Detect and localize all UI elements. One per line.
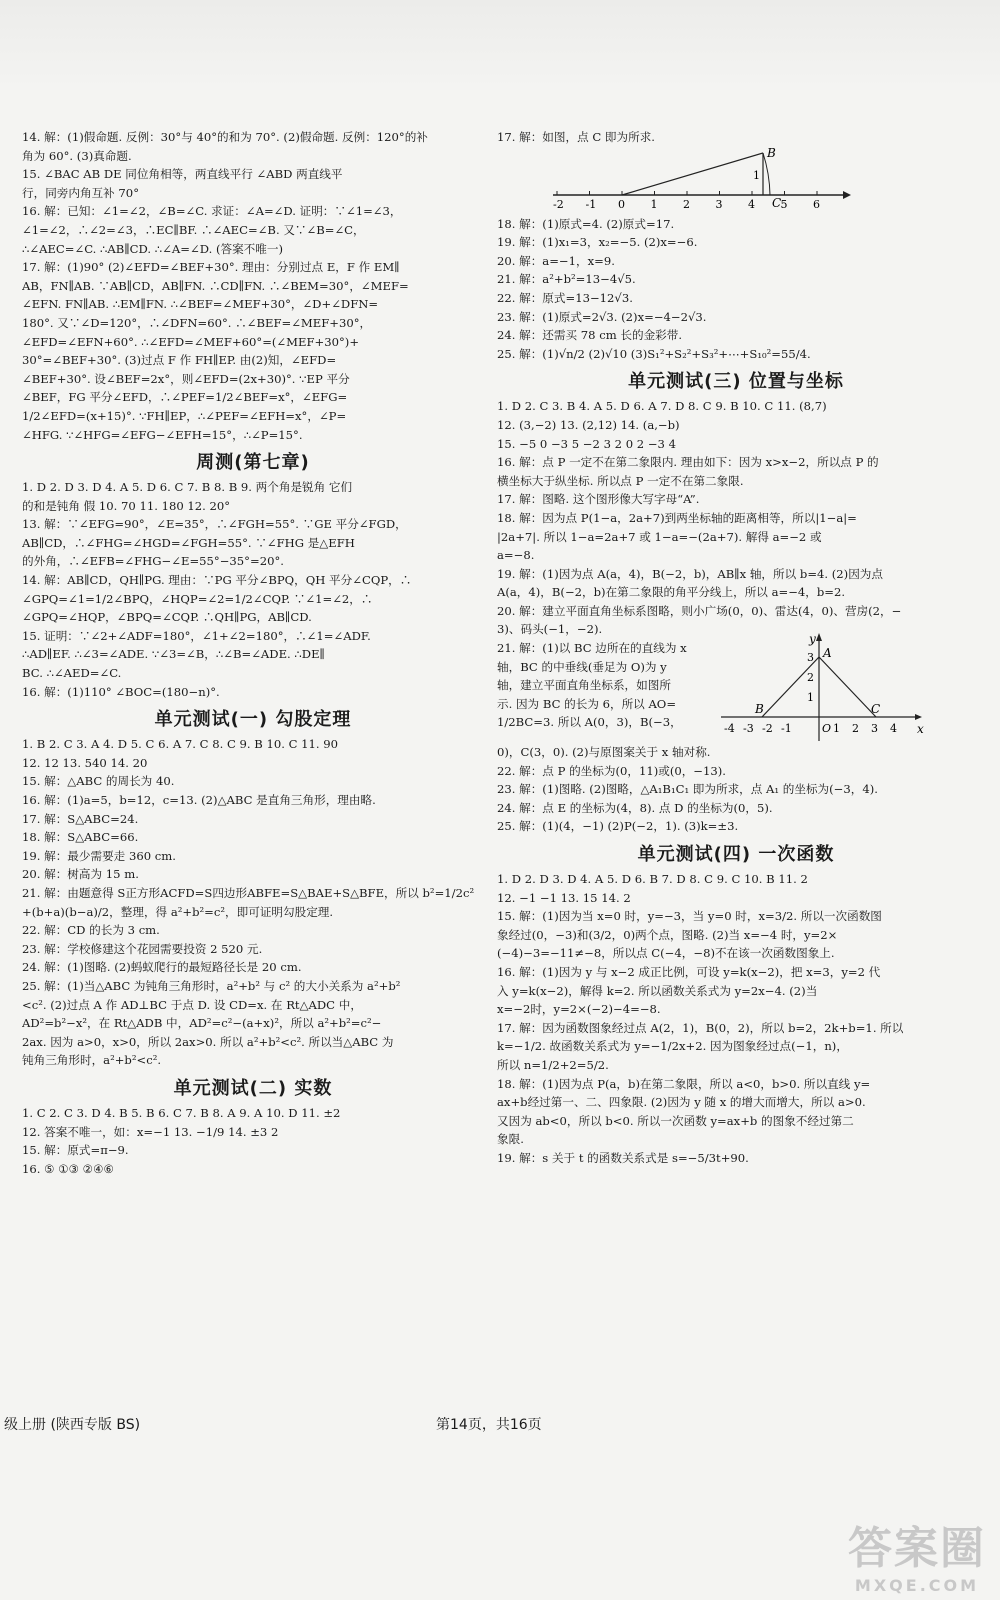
tick-label: 3 xyxy=(715,197,723,211)
answers-unit2-18-25 xyxy=(497,215,975,364)
y-axis-label: y xyxy=(809,633,816,647)
x-tick-label: -1 xyxy=(781,722,792,736)
answer-line: 23. 解：(1)图略. (2)图略，△A₁B₁C₁ 即为所求，点 A₁ 的坐标为(−3，4). xyxy=(497,782,878,797)
answer-line: AB，FN∥AB. ∵AB∥CD，AB∥FN. ∴CD∥FN. ∴∠BEM=30°，∠MEF= xyxy=(22,278,409,293)
answer-line: AD²=b²−x²，在 Rt△ADB 中，AD²=c²−(a+x)²，所以 a²+b²=c²− xyxy=(22,1016,382,1031)
answers-unit1 xyxy=(22,735,484,1070)
answer-line: 17. 解：(1)90° (2)∠EFD=∠BEF+30°. 理由：分别过点 E，F 作 EM∥ xyxy=(22,260,400,275)
answer-line: 0)，C(3，0). (2)与原图案关于 x 轴对称. xyxy=(497,745,711,760)
footer-book-info: 级上册 (陕西专版 BS) xyxy=(4,1417,141,1433)
answer-line: 14. 解：(1)假命题. 反例：30°与 40°的和为 70°. (2)假命题. 反例：120°的补 xyxy=(22,130,428,144)
answers-unit4 xyxy=(497,870,975,1168)
answer-line: 17. 解：因为函数图象经过点 A(2，1)，B(0，2)，所以 b=2，2k+b=1. 所以 xyxy=(497,1020,904,1035)
x-tick-label: 2 xyxy=(852,722,859,736)
answer-line: 15. ∠BAC AB DE 同位角相等，两直线平行 ∠ABD 两直线平 xyxy=(22,167,343,182)
number-line-figure xyxy=(553,147,853,211)
tick-label: -1 xyxy=(585,197,597,211)
answer-line: 示. 因为 BC 的长为 6，所以 AO= xyxy=(497,696,677,711)
answer-line: 25. 解：(1)(4，−1) (2)P(−2，1). (3)k=±3. xyxy=(497,819,739,834)
answer-line: 21. 解：a²+b²=13−4√5. xyxy=(497,272,636,287)
segment-AC xyxy=(819,657,876,717)
answer-line: ∠1=∠2，∴∠2=∠3，∴EC∥BF. ∴∠AEC=∠B. 又∵∠B=∠C， xyxy=(22,222,365,237)
answer-line: 16. ⑤ ①③ ②④⑥ xyxy=(22,1161,114,1176)
answer-line: 16. 解：(1)因为 y 与 x−2 成正比例，可设 y=k(x−2)，把 x=3，y=2 代 xyxy=(497,965,881,979)
segment-AB xyxy=(762,657,819,717)
x-tick-label: -3 xyxy=(743,722,754,736)
answer-line: 18. 解：(1)原式=4. (2)原式=17. xyxy=(497,216,675,231)
answer-line: 16. 解：(1)110° ∠BOC=(180−n)°. xyxy=(22,684,220,699)
answer-line: ∠GPQ=∠HQP，∠BPQ=∠CQP. ∴QH∥PG，AB∥CD. xyxy=(22,610,312,625)
answer-line: k=−1/2. 故函数关系式为 y=−1/2x+2. 因为图象经过点(−1，n)， xyxy=(497,1039,848,1054)
section-title-unit4: 单元测试(四) 一次函数 xyxy=(637,844,835,866)
answer-line: 1/2∠EFD=(x+15)°. ∵FH∥EP，∴∠PEF=∠EFH=x°，∠P= xyxy=(22,408,347,423)
x-axis-arrow-icon xyxy=(915,714,922,720)
answer-line: 行，同旁内角互补 70° xyxy=(22,185,139,200)
answer-line: AB∥CD，∴∠FHG=∠HGD=∠FGH=55°. ∵∠FHG 是△EFH xyxy=(22,535,355,550)
answer-line: ∠BEF，FG 平分∠EFD，∴∠PEF=1/2∠BEF=x°，∠EFG= xyxy=(22,390,348,405)
answer-line: 象限. xyxy=(497,1132,524,1147)
y-tick-label: 3 xyxy=(807,651,814,665)
answers-weekly-test xyxy=(22,478,484,701)
answer-line: 13. 解：∵∠EFG=90°，∠E=35°，∴∠FGH=55°. ∵GE 平分∠FGD， xyxy=(22,517,407,532)
answer-line: 24. 解：还需买 78 cm 长的金彩带. xyxy=(497,328,683,343)
answer-unit3-21 xyxy=(497,639,717,732)
tick-label: 2 xyxy=(683,197,690,211)
answer-line: 23. 解：(1)原式=2√3. (2)x=−4−2√3. xyxy=(497,309,707,324)
section-title-unit2: 单元测试(二) 实数 xyxy=(173,1077,333,1099)
section-title-unit3: 单元测试(三) 位置与坐标 xyxy=(628,371,844,393)
answer-line: 19. 解：(1)x₁=3，x₂=−5. (2)x=−6. xyxy=(497,235,698,250)
answer-line: 20. 解：树高为 15 m. xyxy=(22,867,139,882)
watermark-url: MXQE.COM xyxy=(854,1576,980,1595)
answer-line: 21. 解：(1)以 BC 边所在的直线为 x xyxy=(497,641,687,656)
answer-line: 2ax. 因为 a>0，x>0，所以 2ax>0. 所以 a²+b²<c². 所以当△ABC 为 xyxy=(22,1034,394,1049)
answer-line: 19. 解：最少需要走 360 cm. xyxy=(22,848,176,863)
answer-line: 角为 60°. (3)真命题. xyxy=(22,148,132,163)
answer-line: BC. ∴∠AED=∠C. xyxy=(22,666,122,681)
answer-line: ∠BEF+30°. 设∠BEF=2x°，则∠EFD=(2x+30)°. ∵EP 平分 xyxy=(22,371,350,386)
answer-line: 18. 解：因为点 P(1−a，2a+7)到两坐标轴的距离相等，所以|1−a|= xyxy=(497,510,857,525)
answer-line: 20. 解：建立平面直角坐标系图略，则小广场(0，0)、雷达(4，0)、营房(2，− xyxy=(497,603,902,618)
answer-line: 1. D 2. D 3. D 4. A 5. D 6. B 7. D 8. C 9. C 10. B 11. 2 xyxy=(497,872,808,887)
answer-line: 入 y=k(x−2)，解得 k=2. 所以函数关系式为 y=2x−4. (2)当 xyxy=(497,983,818,998)
coordinate-tick-labels xyxy=(724,651,897,735)
answers-unit3 xyxy=(497,397,975,639)
answer-line: |2a+7|. 所以 1−a=2a+7 或 1−a=−(2a+7). 解得 a=−2 或 xyxy=(497,529,822,544)
answer-line: (−4)−3=−11≠−8，所以点 C(−4，−8)不在该一次函数图象上. xyxy=(497,946,835,961)
answer-line: 15. 解：△ABC 的周长为 40. xyxy=(22,774,175,789)
watermark-logo xyxy=(848,1512,986,1595)
answer-line: ax+b经过第一、二、四象限. (2)因为 y 随 x 的增大而增大，所以 a>0. xyxy=(497,1095,866,1110)
q21-with-figure xyxy=(497,633,975,743)
answer-line: 16. 解：点 P 一定不在第二象限内. 理由如下：因为 x>x−2，所以点 P 的 xyxy=(497,455,879,470)
answer-line: ∠EFN. FN∥AB. ∴EM∥FN. ∴∠BEF=∠MEF+30°，∠D+∠DFN= xyxy=(22,297,379,312)
answer-line: 12. 答案不唯一，如：x=−1 13. −1/9 14. ±3 2 xyxy=(22,1124,279,1139)
answer-line: ∴AD∥EF. ∴∠3=∠ADE. ∵∠3=∠B，∴∠B=∠ADE. ∴DE∥ xyxy=(22,647,325,662)
answer-line: 22. 解：点 P 的坐标为(0，11)或(0，−13). xyxy=(497,763,726,778)
answer-line: 15. 证明：∵∠2+∠ADF=180°，∠1+∠2=180°，∴∠1=∠ADF. xyxy=(22,628,371,643)
answer-line: 横坐标大于纵坐标. 所以点 P 一定不在第二象限. xyxy=(497,473,744,488)
answer-line: 15. −5 0 −3 5 −2 3 2 0 2 −3 4 xyxy=(497,436,676,451)
answer-line: 22. 解：CD 的长为 3 cm. xyxy=(22,923,160,938)
answer-line: 钝角三角形时，a²+b²<c². xyxy=(22,1053,162,1068)
answer-line: 轴，BC 的中垂线(垂足为 O)为 y xyxy=(497,659,667,674)
point-B-label-coord: B xyxy=(755,702,764,717)
answers-unit3-end xyxy=(497,743,975,836)
answer-line: 又因为 ab<0，所以 b<0. 所以一次函数 y=ax+b 的图象不经过第二 xyxy=(497,1113,854,1128)
point-A-label: A xyxy=(823,646,832,661)
answer-line: 象经过(0，−3)和(3/2，0)两个点，图略. (2)当 x=−4 时，y=2× xyxy=(497,927,838,942)
answer-line: ∠EFD=∠EFN+60°. ∴∠EFD=∠MEF+60°=(∠MEF+30°)+ xyxy=(22,334,360,349)
answer-line: 18. 解：(1)因为点 P(a，b)在第二象限，所以 a<0，b>0. 所以直线 y= xyxy=(497,1076,871,1091)
tick-label: 0 xyxy=(618,197,625,211)
answer-line: 12. −1 −1 13. 15 14. 2 xyxy=(497,890,631,905)
answer-line: 的外角，∴∠EFB=∠FHG−∠E=55°−35°=20°. xyxy=(22,554,284,569)
x-tick-label: -4 xyxy=(724,722,735,736)
answers-chapter7-end xyxy=(22,128,484,444)
answer-line: 19. 解：(1)因为点 A(a，4)，B(−2，b)，AB∥x 轴，所以 b=4. (2)因为点 xyxy=(497,566,883,581)
answer-line: 16. 解：(1)a=5，b=12，c=13. (2)△ABC 是直角三角形，理由略. xyxy=(22,793,376,807)
section-title-unit1: 单元测试(一) 勾股定理 xyxy=(154,709,352,731)
answer-line: 23. 解：学校修建这个花园需要投资 2 520 元. xyxy=(22,941,263,956)
right-column xyxy=(497,128,975,1168)
watermark-text: 答案圈 xyxy=(848,1523,986,1574)
footer-page-number: 第14页，共16页 xyxy=(436,1417,542,1433)
answer-line: <c². (2)过点 A 作 AD⊥BC 于点 D. 设 CD=x. 在 Rt△ADC 中， xyxy=(22,997,362,1012)
point-C-label-coord: C xyxy=(871,702,881,717)
answer-line: 19. 解：s 关于 t 的函数关系式是 s=−5/3t+90. xyxy=(497,1150,749,1165)
answer-line: 30°=∠BEF+30°. (3)过点 F 作 FH∥EP. 由(2)知，∠EFD= xyxy=(22,353,337,368)
answer-line: 17. 解：图略. 这个图形像大写字母“A”. xyxy=(497,492,700,507)
tick-label: -2 xyxy=(553,197,564,211)
y-tick-label: 1 xyxy=(807,691,814,705)
x-tick-label: O xyxy=(822,722,832,736)
answer-line: 12. (3,−2) 13. (2,12) 14. (a,−b) xyxy=(497,417,680,432)
answer-line: x=−2时，y=2×(−2)−4=−8. xyxy=(497,1002,661,1017)
left-column xyxy=(22,128,484,1178)
axis-arrow-icon xyxy=(843,191,851,199)
answer-line: 24. 解：点 E 的坐标为(4，8). 点 D 的坐标为(0，5). xyxy=(497,800,773,815)
x-tick-label: 3 xyxy=(871,722,878,736)
answer-line: 22. 解：原式=13−12√3. xyxy=(497,290,633,305)
answer-line: A(a，4)，B(−2，b)在第二象限的角平分线上，所以 a=−4，b=2. xyxy=(497,585,846,600)
x-axis-label: x xyxy=(917,722,924,737)
x-tick-label: 1 xyxy=(833,722,840,736)
answer-line: 24. 解：(1)图略. (2)蚂蚁爬行的最短路径长是 20 cm. xyxy=(22,960,302,975)
answer-line: 1. B 2. C 3. A 4. D 5. C 6. A 7. C 8. C 9. B 10. C 11. 90 xyxy=(22,737,339,752)
answer-line: ∴∠AEC=∠C. ∴AB∥CD. ∴∠A=∠D. (答案不唯一) xyxy=(22,241,283,256)
page-top-edge xyxy=(0,0,1000,90)
answer-line: +(b+a)(b−a)/2，整理，得 a²+b²=c²，即可证明勾股定理. xyxy=(22,904,334,919)
answer-line: 20. 解：a=−1，x=9. xyxy=(497,253,615,268)
answer-line: 1. D 2. C 3. B 4. A 5. D 6. A 7. D 8. C 9. B 10. C 11. (8,7) xyxy=(497,399,827,414)
answer-line: 21. 解：由题意得 S正方形ACFD=S四边形ABFE=S△BAE+S△BFE，所以 b²=1/2c² xyxy=(22,885,475,900)
tick-label: 5 xyxy=(780,197,788,211)
answers-unit2 xyxy=(22,1104,484,1178)
answer-line: a=−8. xyxy=(497,548,535,563)
tick-label: 4 xyxy=(748,197,755,211)
point-B-label: B xyxy=(767,146,776,160)
answer-line: 3)、码头(−1，−2). xyxy=(497,622,603,637)
answer-line: 25. 解：(1)√n/2 (2)√10 (3)S₁²+S₂²+S₃²+⋯+S₁₀²=55/4. xyxy=(497,346,811,361)
answer-line: 18. 解：S△ABC=66. xyxy=(22,830,139,845)
answer-line: ∠GPQ=∠1=1/2∠BPQ，∠HQP=∠2=1/2∠CQP. ∵∠1=∠2，∴ xyxy=(22,591,373,606)
segment-OB xyxy=(622,153,763,195)
coordinate-triangle-figure xyxy=(719,633,929,745)
answer-line: 12. 12 13. 540 14. 20 xyxy=(22,755,148,770)
y-axis-arrow-icon xyxy=(816,633,822,641)
answer-line: 所以 n=1/2+2=5/2. xyxy=(497,1057,609,1072)
answer-line: 17. 解：如图，点 C 即为所求. xyxy=(497,130,655,144)
answer-line: 14. 解：AB∥CD，QH∥PG. 理由：∵PG 平分∠BPQ，QH 平分∠CQP，∴ xyxy=(22,573,412,588)
section-title-weekly-test: 周测(第七章) xyxy=(196,452,310,474)
answer-line: 的和是钝角 假 10. 70 11. 180 12. 20° xyxy=(22,498,231,513)
answer-line: 15. 解：原式=π−9. xyxy=(22,1143,129,1158)
x-tick-label: -2 xyxy=(762,722,773,736)
answer-line: 16. 解：已知：∠1=∠2，∠B=∠C. 求证：∠A=∠D. 证明：∵∠1=∠3， xyxy=(22,204,402,219)
tick-label: 6 xyxy=(813,197,820,211)
y-tick-label: 2 xyxy=(807,671,814,685)
point-C-label: C xyxy=(772,195,782,210)
answer-line: 1. C 2. C 3. D 4. B 5. B 6. C 7. B 8. A 9. A 10. D 11. ±2 xyxy=(22,1105,341,1120)
answer-line: 1/2BC=3. 所以 A(0，3)，B(−3， xyxy=(497,715,682,730)
answer-line: 25. 解：(1)当△ABC 为钝角三角形时，a²+b² 与 c² 的大小关系为 a²+b² xyxy=(22,978,401,993)
answer-line: 180°. 又∵∠D=120°，∴∠DFN=60°. ∴∠BEF=∠MEF+30°， xyxy=(22,315,372,330)
answer-line: 轴，建立平面直角坐标系，如图所 xyxy=(497,678,671,693)
tick-label: 1 xyxy=(650,197,658,211)
answer-line: 1. D 2. D 3. D 4. A 5. D 6. C 7. B 8. B 9. 两个角是锐角 它们 xyxy=(22,480,353,495)
answer-line: 17. 解：S△ABC=24. xyxy=(22,811,139,826)
x-tick-label: 4 xyxy=(890,722,897,736)
answer-line: ∠HFG. ∵∠HFG=∠EFG−∠EFH=15°，∴∠P=15°. xyxy=(22,427,303,442)
answer-line: 15. 解：(1)因为当 x=0 时，y=−3，当 y=0 时，x=3/2. 所以一次函数图 xyxy=(497,909,882,924)
answers-unit2-17 xyxy=(497,128,975,147)
length-1-label: 1 xyxy=(753,168,760,182)
